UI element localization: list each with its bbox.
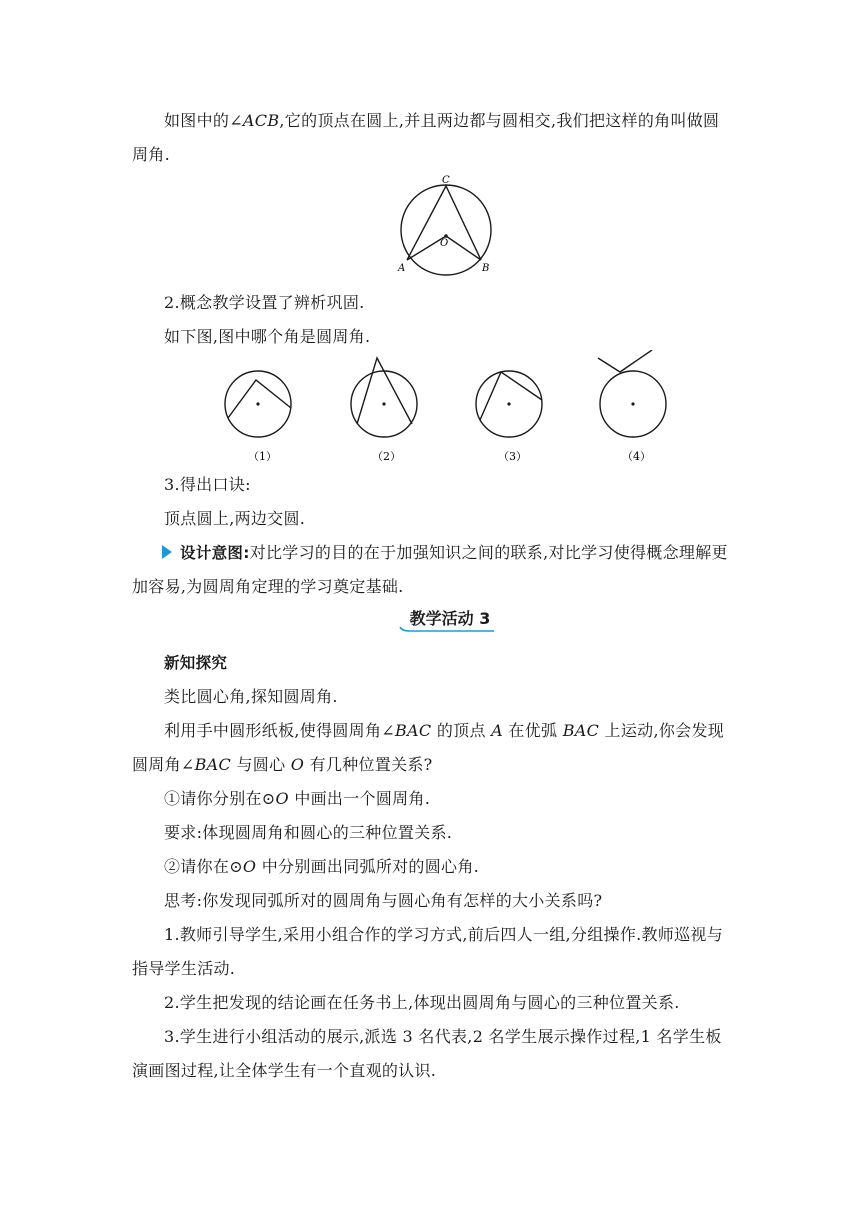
definition-paragraph: 如图中的∠ACB,它的顶点在圆上,并且两边都与圆相交,我们把这样的角叫做圆周角. <box>132 111 720 164</box>
explore-paragraph: 利用手中圆形纸板,使得圆周角∠BAC 的顶点 A 在优弧 BAC 上运动,你会发现圆周角∠BAC 与圆心 O 有几种位置关系? <box>132 721 725 774</box>
step-2: ②请你在⊙O 中分别画出同弧所对的圆心角. <box>164 857 480 876</box>
triangle-marker-icon <box>162 545 172 559</box>
rhyme-text: 顶点圆上,两边交圆. <box>164 509 306 528</box>
section-title: 新知探究 <box>164 654 228 672</box>
option-1-label: （1） <box>248 450 277 463</box>
list-item: 1.教师引导学生,采用小组合作的学习方式,前后四人一组,分组操作.教师巡视与指导学生活动. <box>132 925 724 978</box>
label-b: B <box>482 263 490 274</box>
option-3-label: （3） <box>498 450 527 463</box>
step-1: ①请你分别在⊙O 中画出一个圆周角. <box>164 789 431 808</box>
activity-heading: 教学活动 3 <box>409 609 491 628</box>
inscribed-angle-figure <box>392 172 500 280</box>
angle-options-figure <box>212 350 672 466</box>
think-text: 思考:你发现同弧所对的圆周角与圆心角有怎样的大小关系吗? <box>164 891 603 910</box>
option-2-label: （2） <box>372 450 401 463</box>
label-a: A <box>398 263 406 274</box>
question-text: 如下图,图中哪个角是圆周角. <box>164 327 371 346</box>
item-2: 2.概念教学设置了辨析巩固. <box>164 293 365 312</box>
label-c: C <box>442 175 450 186</box>
analogy-text: 类比圆心角,探知圆周角. <box>164 687 338 706</box>
option-2-diagram <box>351 358 417 437</box>
list-item: 3.学生进行小组活动的展示,派选 3 名代表,2 名学生展示操作过程,1 名学生板演画图过程,让全体学生有一个直观的认识. <box>132 1027 722 1080</box>
option-1-diagram <box>225 371 291 437</box>
angle-acb: ACB <box>242 111 280 130</box>
design-intent-label: 设计意图: <box>180 544 250 562</box>
label-o: O <box>440 238 449 249</box>
design-intent: 设计意图:对比学习的目的在于加强知识之间的联系,对比学习使得概念理解更加容易,为圆周角定理的学习奠定基础. <box>132 543 728 596</box>
circle-o <box>401 185 491 275</box>
heading-underline <box>398 624 498 634</box>
list-item: 2.学生把发现的结论画在任务书上,体现出圆周角与圆心的三种位置关系. <box>164 993 680 1012</box>
item-3: 3.得出口诀: <box>164 475 251 494</box>
option-4-label: （4） <box>622 450 651 463</box>
requirement-text: 要求:体现圆周角和圆心的三种位置关系. <box>164 823 453 842</box>
option-4-diagram <box>598 350 666 437</box>
option-3-diagram <box>476 371 542 437</box>
